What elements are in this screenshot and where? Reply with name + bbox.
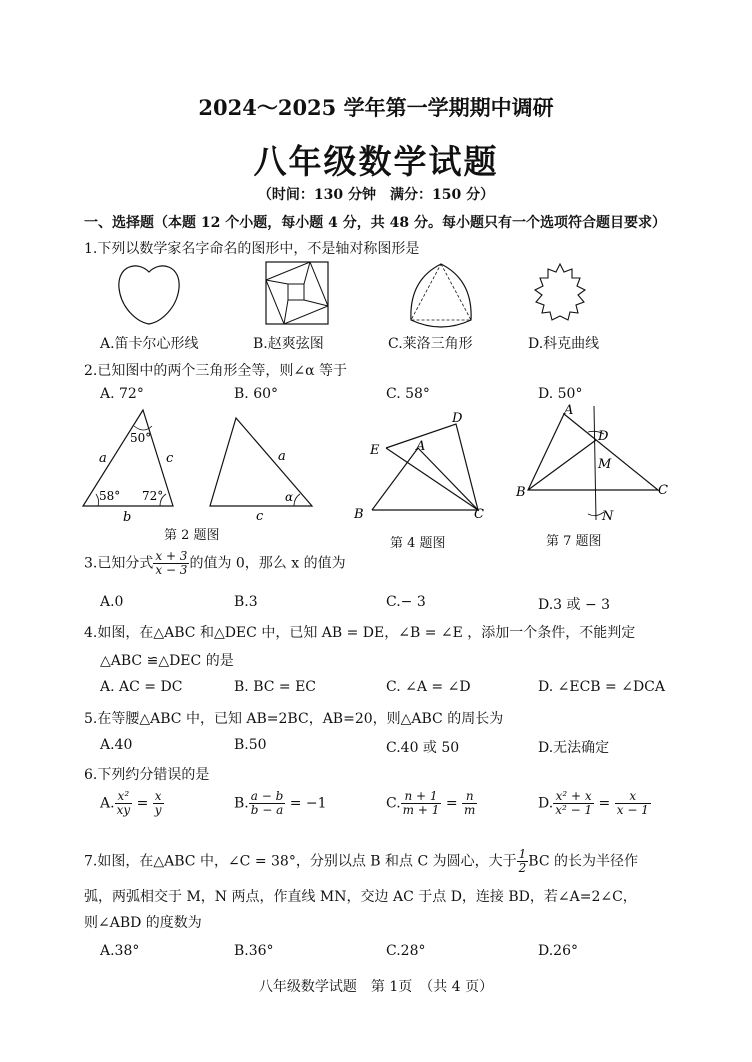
q2-option-a[interactable]: A. 72° — [100, 386, 144, 402]
fig4-label-b: B — [354, 507, 364, 522]
q3-option-c[interactable]: C.− 3 — [386, 594, 426, 610]
q2-label-a1: a — [99, 451, 107, 466]
q5-stem: 5.在等腰△ABC 中，已知 AB=2BC，AB=20，则△ABC 的周长为 — [84, 711, 504, 727]
fig7-caption: 第 7 题图 — [546, 534, 602, 549]
q7-stem-post: BC 的长为半径作 — [528, 853, 638, 870]
q6-d-rden: x − 1 — [616, 803, 649, 818]
page-title: 八年级数学试题 — [253, 142, 499, 181]
fig4-label-a: A — [416, 439, 426, 454]
q4-stem-line1: 4.如图，在△ABC 和△DEC 中，已知 AB = DE，∠B = ∠E ，添加一个条件，不能判定 — [84, 625, 636, 641]
q7-stem-line3: 则∠ABD 的度数为 — [84, 915, 202, 931]
q6-option-c[interactable] — [386, 790, 477, 817]
q1-option-b[interactable]: B.赵爽弦图 — [253, 336, 324, 352]
title-line1: 2024～2025 学年第一学期期中调研 — [198, 95, 554, 120]
q3-frac-den: x − 3 — [155, 563, 188, 578]
q6-a-frac-left — [115, 790, 133, 817]
q6-d-frac-right — [615, 790, 651, 817]
q6-d-label: D. — [538, 795, 554, 812]
q1-option-a[interactable]: A.笛卡尔心形线 — [100, 336, 199, 352]
q6-b-den: b − a — [250, 803, 284, 818]
q6-c-frac-right — [462, 790, 477, 817]
q7-option-a[interactable]: A.38° — [100, 943, 140, 959]
q2-angle-72: 72° — [142, 489, 164, 503]
q6-a-rden: y — [154, 803, 162, 818]
q6-b-eq: = −1 — [289, 795, 327, 812]
q6-d-num: x² + x — [553, 790, 594, 804]
q4-option-a[interactable]: A. AC = DC — [100, 679, 183, 695]
q3-option-b[interactable]: B.3 — [234, 594, 258, 610]
q6-c-eq: = — [445, 795, 458, 812]
q6-a-eq: = — [136, 795, 149, 812]
q7-stem-line2: 弧，两弧相交于 M，N 两点，作直线 MN，交边 AC 于点 D，连接 BD，若∠A=2∠C， — [84, 889, 637, 905]
q1-option-d[interactable]: D.科克曲线 — [528, 336, 600, 352]
q6-d-den: x² − 1 — [555, 803, 593, 818]
q5-option-d[interactable]: D.无法确定 — [538, 740, 610, 756]
q5-option-c[interactable]: C.40 或 50 — [386, 740, 460, 756]
q6-a-frac-right — [153, 790, 164, 817]
fig4-label-d: D — [452, 411, 463, 426]
q3-stem — [84, 550, 346, 577]
q2-caption: 第 2 题图 — [164, 528, 220, 543]
fig4-label-c: C — [474, 507, 484, 522]
q2-stem: 2.已知图中的两个三角形全等，则∠α 等于 — [84, 363, 347, 379]
cardioid-figure — [115, 262, 195, 330]
q6-d-rnum: x — [615, 790, 651, 804]
q3-option-d[interactable]: D.3 或 − 3 — [538, 597, 611, 613]
q6-c-rnum: n — [462, 790, 477, 804]
q6-b-num: a − b — [250, 789, 284, 803]
q6-b-label: B. — [234, 795, 249, 812]
koch-curve-figure — [522, 260, 598, 330]
q3-stem-pre: 3.已知分式 — [84, 555, 154, 572]
q6-option-a[interactable] — [100, 790, 164, 817]
q4-option-b[interactable]: B. BC = EC — [234, 679, 317, 695]
q6-c-num: n + 1 — [401, 790, 442, 804]
q7-half-fraction — [517, 848, 529, 875]
fig7-label-d: D — [598, 429, 609, 444]
q2-label-c2: c — [256, 509, 264, 522]
q2-label-alpha: α — [285, 490, 294, 504]
q2-angle-50: 50° — [130, 431, 152, 445]
q4-stem-line2: △ABC ≌△DEC 的是 — [100, 653, 234, 669]
fig7-label-c: C — [658, 483, 668, 498]
q6-c-frac-left — [401, 790, 442, 817]
fig7-label-a: A — [564, 403, 574, 418]
fig7-label-b: B — [516, 485, 526, 500]
q6-stem: 6.下列约分错误的是 — [84, 767, 210, 783]
q6-a-den: xy — [116, 803, 131, 818]
q5-option-a[interactable]: A.40 — [100, 737, 133, 753]
q6-b-frac-left — [249, 790, 286, 817]
fig7-label-n: N — [602, 509, 614, 524]
q6-a-rnum: x — [154, 789, 162, 803]
q3-stem-post: 的值为 0，那么 x 的值为 — [189, 555, 346, 572]
q7-stem-line1 — [84, 848, 638, 875]
q6-c-label: C. — [386, 795, 401, 812]
q2-option-d[interactable]: D. 50° — [538, 386, 583, 402]
q2-option-b[interactable]: B. 60° — [234, 386, 279, 402]
fig7-figure — [512, 402, 672, 524]
fig7-label-m: M — [598, 457, 612, 472]
zhaoshuang-figure — [264, 260, 332, 328]
q2-label-b: b — [123, 510, 132, 522]
reuleaux-figure — [403, 260, 481, 330]
q6-option-d[interactable] — [538, 790, 651, 817]
fig4-caption: 第 4 题图 — [390, 536, 446, 551]
q6-d-frac-left — [553, 790, 594, 817]
q7-option-d[interactable]: D.26° — [538, 943, 578, 959]
q7-stem-pre: 7.如图，在△ABC 中，∠C = 38°，分别以点 B 和点 C 为圆心，大于 — [84, 853, 517, 870]
q5-option-b[interactable]: B.50 — [234, 737, 267, 753]
q4-option-c[interactable]: C. ∠A = ∠D — [386, 679, 471, 695]
section1-heading: 一、选择题（本题 12 个小题，每小题 4 分，共 48 分。每小题只有一个选项符合题目要求） — [84, 215, 666, 231]
q1-option-c[interactable]: C.莱洛三角形 — [388, 336, 473, 352]
q6-a-num: x² — [115, 790, 133, 804]
q6-c-den: m + 1 — [402, 803, 440, 818]
q7-option-b[interactable]: B.36° — [234, 943, 274, 959]
q7-option-c[interactable]: C.28° — [386, 943, 426, 959]
fig4-figure — [350, 406, 500, 524]
exam-info: （时间：130 分钟 满分：150 分） — [257, 187, 495, 203]
q2-angle-58: 58° — [99, 489, 121, 503]
q2-label-c1: c — [166, 451, 174, 466]
q3-fraction — [153, 550, 189, 577]
q3-option-a[interactable]: A.0 — [100, 594, 124, 610]
q6-d-eq: = — [598, 795, 611, 812]
page-footer: 八年级数学试题 第 1页 （共 4 页） — [258, 979, 494, 995]
q6-option-b[interactable] — [234, 790, 327, 817]
q3-frac-num: x + 3 — [155, 549, 188, 563]
q2-label-a2: a — [278, 449, 286, 464]
q2-option-c[interactable]: C. 58° — [386, 386, 430, 402]
q6-c-rden: m — [464, 803, 476, 818]
q7-half-num: 1 — [518, 847, 527, 861]
fig4-label-e: E — [370, 443, 380, 458]
q4-option-d[interactable]: D. ∠ECB = ∠DCA — [538, 679, 665, 695]
q6-a-label: A. — [100, 795, 115, 812]
q1-stem: 1.下列以数学家名字命名的图形中，不是轴对称图形是 — [84, 241, 420, 257]
q7-half-den: 2 — [518, 861, 527, 876]
